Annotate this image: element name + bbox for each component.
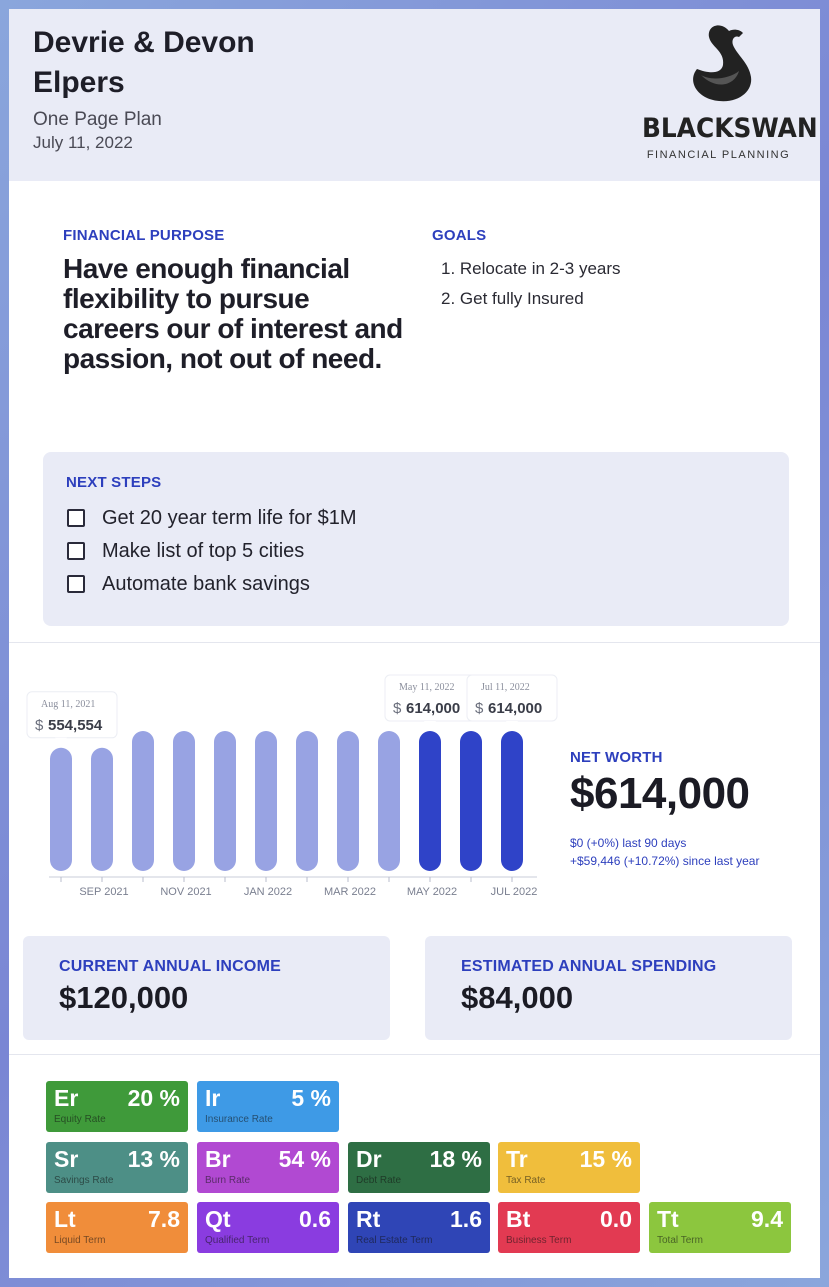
divider	[9, 1054, 820, 1055]
spending-value: $84,000	[461, 980, 574, 1015]
ratio-tile-dr	[348, 1142, 490, 1193]
ratio-value: 18 %	[429, 1146, 482, 1172]
net-worth-value: $614,000	[570, 769, 750, 818]
x-tick-label: MAR 2022	[324, 886, 376, 898]
ratio-name: Business Term	[506, 1235, 572, 1246]
ratio-name: Equity Rate	[54, 1114, 106, 1125]
ratio-abbr: Br	[205, 1146, 231, 1172]
callout-pointer	[55, 738, 67, 744]
callout-value: 614,000	[488, 700, 543, 717]
ratio-value: 0.0	[600, 1206, 632, 1232]
ratio-value: 54 %	[278, 1146, 331, 1172]
ratio-tile-er	[46, 1081, 188, 1132]
callout-value: 554,554	[48, 716, 103, 734]
chart-bar	[501, 731, 523, 871]
goal-item: 1. Relocate in 2-3 years	[441, 259, 621, 278]
chart-bar	[296, 731, 318, 871]
ratio-value: 1.6	[450, 1206, 482, 1232]
ratio-tile-ir	[197, 1081, 339, 1132]
spending-label: ESTIMATED ANNUAL SPENDING	[461, 958, 717, 975]
chart-bar	[337, 731, 359, 871]
callout-pointer	[506, 721, 518, 727]
goals-label: GOALS	[432, 227, 487, 244]
ratio-abbr: Ir	[205, 1085, 221, 1111]
goal-item: 2. Get fully Insured	[441, 289, 584, 308]
plan-date: July 11, 2022	[33, 133, 133, 152]
ratio-name: Tax Rate	[506, 1175, 546, 1186]
net-worth-chart	[9, 649, 559, 899]
ratio-abbr: Tt	[657, 1206, 679, 1232]
checkbox[interactable]	[67, 509, 85, 527]
next-steps-label: NEXT STEPS	[66, 474, 162, 491]
callout-date: Aug 11, 2021	[41, 698, 96, 710]
next-step-item[interactable]	[67, 572, 310, 596]
chart-bar	[460, 731, 482, 871]
ratio-value: 13 %	[127, 1146, 180, 1172]
ratio-value: 20 %	[127, 1085, 180, 1111]
ratio-abbr: Tr	[506, 1146, 528, 1172]
goals-list	[441, 257, 621, 317]
net-worth-label: NET WORTH	[570, 749, 663, 766]
next-step-label: Get 20 year term life for $1M	[102, 506, 357, 529]
logo-wordmark: BLACKSWAN	[642, 113, 818, 144]
one-page-plan	[9, 9, 820, 1278]
ratio-tile-qt	[197, 1202, 339, 1253]
ratio-name: Debt Rate	[356, 1175, 402, 1186]
swan-icon	[677, 21, 757, 111]
ratio-name: Real Estate Term	[356, 1235, 433, 1246]
x-tick-label: JUL 2022	[490, 886, 538, 898]
logo-subtitle: FINANCIAL PLANNING	[646, 149, 791, 161]
ratio-name: Total Term	[657, 1235, 703, 1246]
callout-currency: $	[35, 716, 44, 734]
ratio-value: 0.6	[299, 1206, 331, 1232]
callout-date: May 11, 2022	[399, 682, 455, 693]
chart-bar	[214, 731, 236, 871]
next-steps-panel	[43, 452, 789, 626]
next-step-item[interactable]	[67, 539, 304, 563]
ratio-abbr: Sr	[54, 1146, 79, 1172]
divider	[9, 642, 820, 643]
ratio-value: 5 %	[291, 1085, 331, 1111]
header	[9, 9, 820, 181]
next-step-label: Automate bank savings	[102, 572, 310, 595]
ratio-tile-tt	[649, 1202, 791, 1253]
income-value: $120,000	[59, 980, 189, 1015]
ratio-tile-lt	[46, 1202, 188, 1253]
chart-bar	[91, 748, 113, 871]
ratio-abbr: Rt	[356, 1206, 381, 1232]
checkbox[interactable]	[67, 575, 85, 593]
plan-title: One Page Plan	[33, 109, 162, 130]
callout-currency: $	[393, 700, 402, 717]
net-worth-change-90d: $0 (+0%) last 90 days	[570, 836, 687, 850]
ratio-tile-sr	[46, 1142, 188, 1193]
callout-currency: $	[475, 700, 484, 717]
chart-bar	[50, 748, 72, 871]
chart-bar	[378, 731, 400, 871]
callout-value: 614,000	[406, 700, 461, 717]
income-card	[23, 936, 390, 1040]
ratio-value: 7.8	[148, 1206, 180, 1232]
ratio-name: Liquid Term	[54, 1235, 106, 1246]
blackswan-logo	[637, 21, 818, 161]
checkbox[interactable]	[67, 542, 85, 560]
ratio-name: Insurance Rate	[205, 1114, 273, 1125]
ratio-abbr: Er	[54, 1085, 79, 1111]
ratio-tile-tr	[498, 1142, 640, 1193]
income-label: CURRENT ANNUAL INCOME	[59, 958, 281, 975]
spending-card	[425, 936, 792, 1040]
x-tick-label: SEP 2021	[79, 886, 129, 898]
ratio-name: Savings Rate	[54, 1175, 114, 1186]
next-step-label: Make list of top 5 cities	[102, 539, 305, 562]
x-tick-label: NOV 2021	[160, 886, 212, 898]
ratio-tile-bt	[498, 1202, 640, 1253]
callout-date: Jul 11, 2022	[481, 682, 530, 693]
x-tick-label: MAY 2022	[406, 886, 458, 898]
ratio-abbr: Lt	[54, 1206, 76, 1232]
ratio-abbr: Qt	[205, 1206, 231, 1232]
ratio-name: Qualified Term	[205, 1235, 270, 1246]
chart-bar	[419, 731, 441, 871]
callout-pointer	[424, 721, 436, 727]
client-name: Devrie & Devon Elpers	[33, 26, 255, 99]
purpose-text: Have enough financial flexibility to pursue careers our of interest and passion, not out of need.	[63, 253, 403, 374]
chart-bar	[132, 731, 154, 871]
ratio-tile-rt	[348, 1202, 490, 1253]
ratio-value: 9.4	[751, 1206, 783, 1232]
next-step-item[interactable]	[67, 506, 357, 530]
chart-bar	[173, 731, 195, 871]
x-tick-label: JAN 2022	[243, 886, 293, 898]
ratio-abbr: Bt	[506, 1206, 531, 1232]
ratio-abbr: Dr	[356, 1146, 382, 1172]
ratio-tile-br	[197, 1142, 339, 1193]
purpose-label: FINANCIAL PURPOSE	[63, 227, 225, 244]
ratio-value: 15 %	[579, 1146, 632, 1172]
chart-bar	[255, 731, 277, 871]
ratio-name: Burn Rate	[205, 1175, 251, 1186]
net-worth-change-year: +$59,446 (+10.72%) since last year	[570, 854, 760, 868]
